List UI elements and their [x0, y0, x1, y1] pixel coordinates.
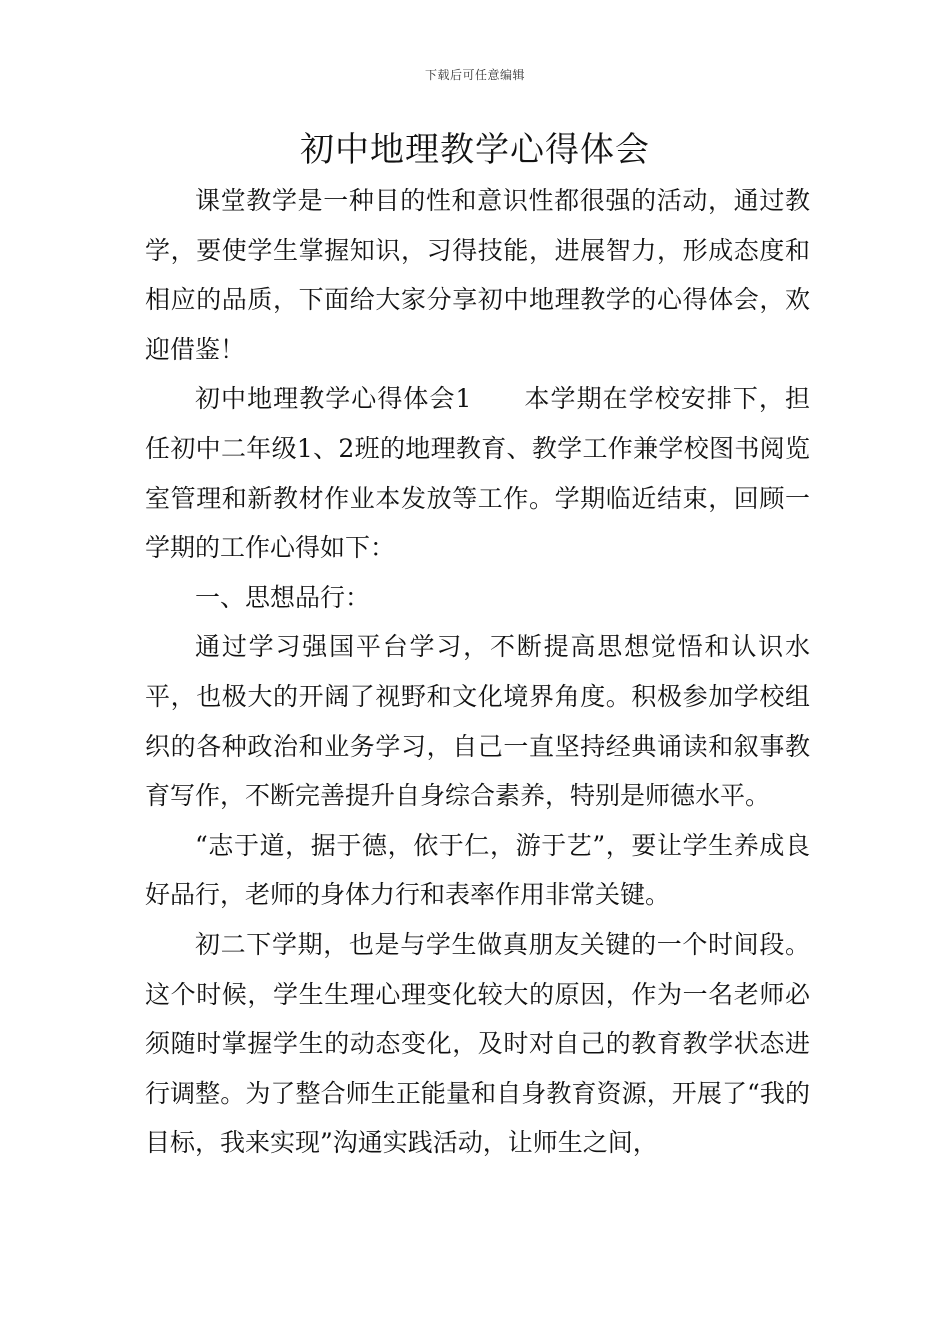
paragraph-subheading: 一、思想品行：	[195, 582, 371, 612]
paragraph-quote: “志于道，据于德，依于仁，游于艺”，要让学生养成良好品行，老师的身体力行和表率作用非常关键。	[145, 830, 810, 910]
paragraph-intro: 课堂教学是一种目的性和意识性都很强的活动，通过教学，要使学生掌握知识，习得技能，进展智力，形成态度和相应的品质，下面给大家分享初中地理教学的心得体会，欢迎借鉴！	[145, 186, 810, 364]
document-title: 初中地理教学心得体会	[300, 130, 650, 170]
paragraph-study: 通过学习强国平台学习，不断提高思想觉悟和认识水平，也极大的开阔了视野和文化境界角度。积极参加学校组织的各种政治和业务学习，自己一直坚持经典诵读和叙事教育写作，不断完善提升自身综合素养，特别是师德水平。	[145, 632, 810, 811]
section-1-text: 本学期在学校安排下，担任初中二年级1、2班的地理教育、教学工作兼学校图书阅览室管理和新教材作业本发放等工作。学期临近结束，回顾一学期的工作心得如下：	[145, 384, 810, 563]
document-body	[145, 176, 810, 1168]
paragraph-grade-two: 初二下学期，也是与学生做真朋友关键的一个时间段。这个时候，学生生理心理变化较大的原因，作为一名老师必须随时掌握学生的动态变化，及时对自己的教育教学状态进行调整。为了整合师生正能量和自身教育资源，开展了“我的目标，我来实现”沟通实践活动，让师生之间，	[145, 929, 810, 1158]
header-note: 下载后可任意编辑	[424, 68, 525, 82]
paragraph-section-1	[145, 374, 810, 572]
section-heading: 初中地理教学心得体会1	[195, 384, 472, 414]
